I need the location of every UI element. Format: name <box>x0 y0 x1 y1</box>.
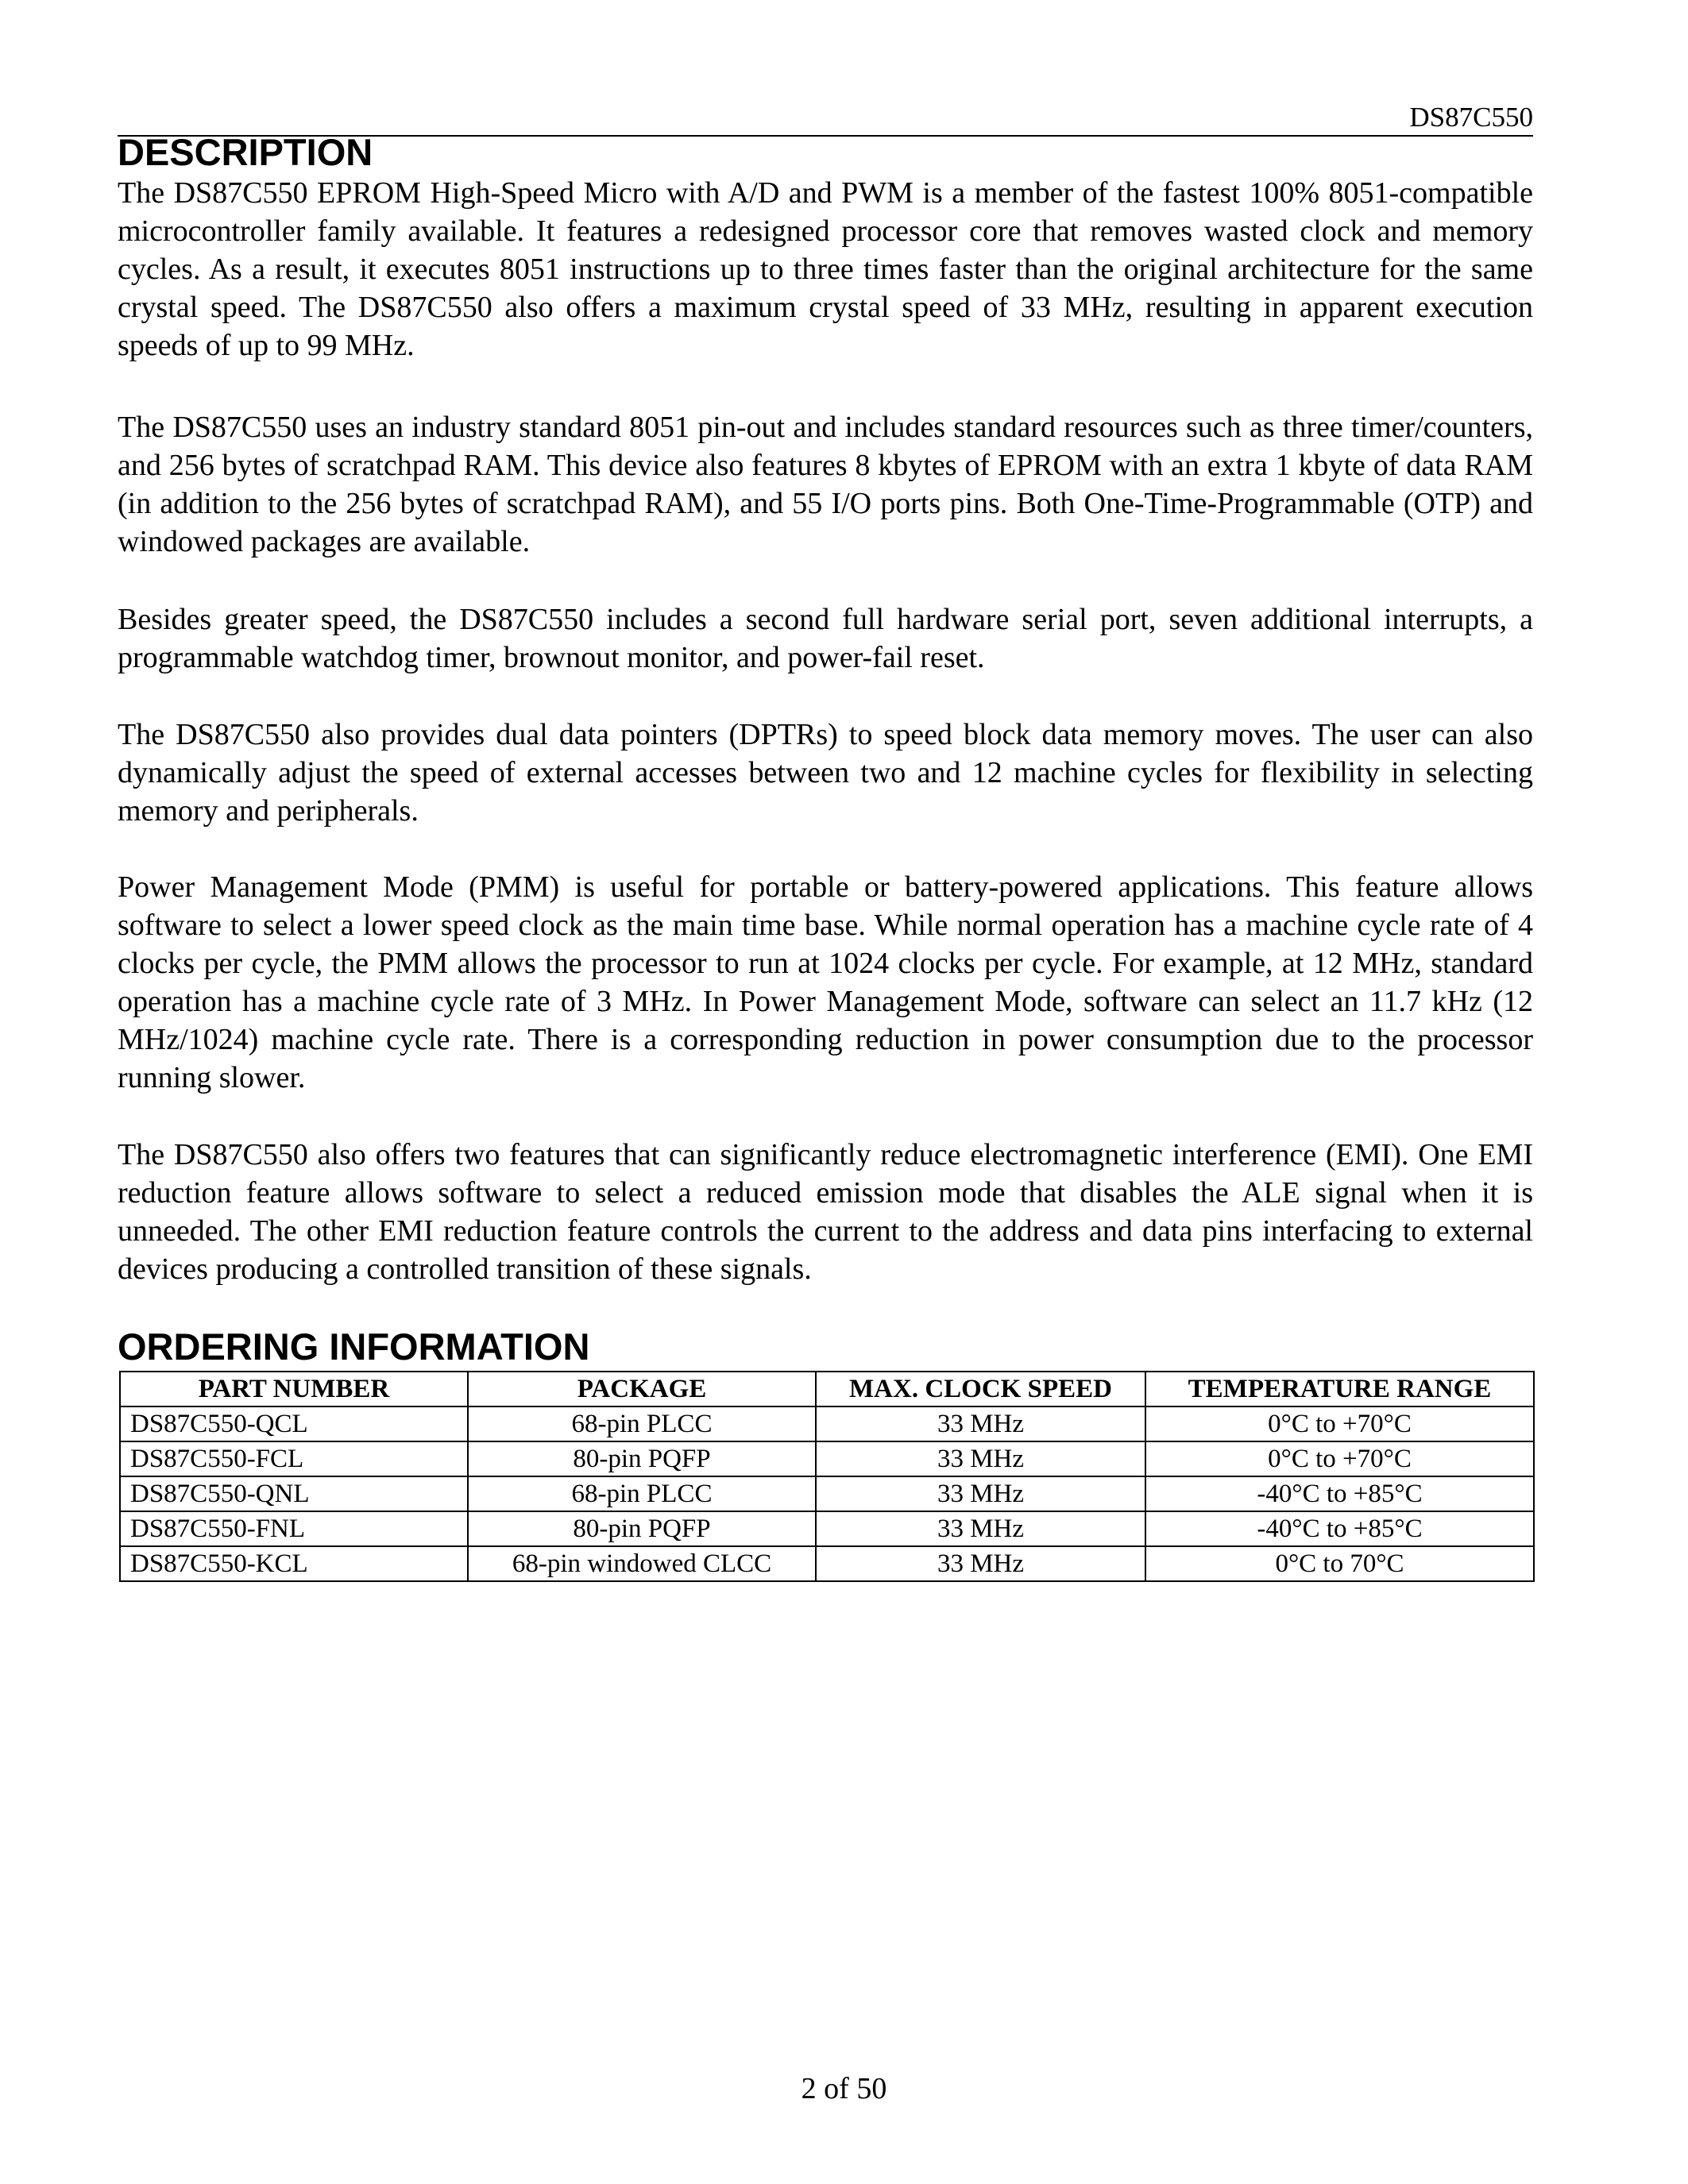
part-number-cell: DS87C550-QCL <box>120 1406 468 1441</box>
temperature-range-cell: 0°C to +70°C <box>1145 1441 1534 1476</box>
document-id: DS87C550 <box>1409 102 1533 133</box>
clock-speed-cell: 33 MHz <box>816 1511 1145 1546</box>
description-paragraph-1: The DS87C550 EPROM High-Speed Micro with A/D and PWM is a member of the fastest 100% 8051-compatible microcontroller family available. It features a redesigned processor core that removes wasted clock and memory cycles. As a result, it executes 8051 instructions up to three times faster than the original architecture for the same crystal speed. The DS87C550 also offers a maximum crystal speed of 33 MHz, resulting in apparent execution speeds of up to 99 MHz. <box>118 176 1533 362</box>
description-paragraph-3: Besides greater speed, the DS87C550 includes a second full hardware serial port, seven additional interrupts, a programmable watchdog timer, brownout monitor, and power-fail reset. <box>118 603 1533 674</box>
table-header-row <box>120 1372 1534 1406</box>
description-paragraph-6: The DS87C550 also offers two features that can significantly reduce electromagnetic interference (EMI). One EMI reduction feature allows software to select a reduced emission mode that disables the ALE signal when it is unneeded. The other EMI reduction feature controls the current to the address and data pins interfacing to external devices producing a controlled transition of these signals. <box>118 1138 1533 1286</box>
temperature-range-cell: -40°C to +85°C <box>1145 1476 1534 1511</box>
part-number-cell: DS87C550-KCL <box>120 1546 468 1581</box>
package-cell: 68-pin windowed CLCC <box>468 1546 816 1581</box>
table-row <box>120 1441 1534 1476</box>
package-cell: 68-pin PLCC <box>468 1406 816 1441</box>
column-header-package: PACKAGE <box>468 1372 816 1406</box>
column-header-part-number: PART NUMBER <box>120 1372 468 1406</box>
package-cell: 68-pin PLCC <box>468 1476 816 1511</box>
page-number: 2 of 50 <box>801 2072 887 2105</box>
description-heading: DESCRIPTION <box>118 131 373 173</box>
clock-speed-cell: 33 MHz <box>816 1441 1145 1476</box>
table-row <box>120 1476 1534 1511</box>
clock-speed-cell: 33 MHz <box>816 1546 1145 1581</box>
part-number-cell: DS87C550-FNL <box>120 1511 468 1546</box>
ordering-information-heading: ORDERING INFORMATION <box>118 1325 590 1368</box>
column-header-temperature-range: TEMPERATURE RANGE <box>1145 1372 1534 1406</box>
temperature-range-cell: 0°C to +70°C <box>1145 1406 1534 1441</box>
table-row <box>120 1546 1534 1581</box>
ordering-table <box>119 1371 1535 1582</box>
table-row <box>120 1406 1534 1441</box>
part-number-cell: DS87C550-QNL <box>120 1476 468 1511</box>
temperature-range-cell: 0°C to 70°C <box>1145 1546 1534 1581</box>
description-paragraph-4: The DS87C550 also provides dual data pointers (DPTRs) to speed block data memory moves. The user can also dynamically adjust the speed of external accesses between two and 12 machine cycles for flexibility in selecting memory and peripherals. <box>118 718 1533 828</box>
package-cell: 80-pin PQFP <box>468 1511 816 1546</box>
package-cell: 80-pin PQFP <box>468 1441 816 1476</box>
description-paragraph-5: Power Management Mode (PMM) is useful for portable or battery-powered applications. This feature allows software to select a lower speed clock as the main time base. While normal operation has a machine cycle rate of 4 clocks per cycle, the PMM allows the processor to run at 1024 clocks per cycle. For example, at 12 MHz, standard operation has a machine cycle rate of 3 MHz. In Power Management Mode, software can select an 11.7 kHz (12 MHz/1024) machine cycle rate. There is a corresponding reduction in power consumption due to the processor running slower. <box>118 870 1533 1094</box>
clock-speed-cell: 33 MHz <box>816 1406 1145 1441</box>
temperature-range-cell: -40°C to +85°C <box>1145 1511 1534 1546</box>
part-number-cell: DS87C550-FCL <box>120 1441 468 1476</box>
description-paragraph-2: The DS87C550 uses an industry standard 8051 pin-out and includes standard resources such as three timer/counters, and 256 bytes of scratchpad RAM. This device also features 8 kbytes of EPROM with an extra 1 kbyte of data RAM (in addition to the 256 bytes of scratchpad RAM), and 55 I/O ports pins. Both One-Time-Programmable (OTP) and windowed packages are available. <box>118 411 1533 558</box>
column-header-max-clock-speed: MAX. CLOCK SPEED <box>816 1372 1145 1406</box>
clock-speed-cell: 33 MHz <box>816 1476 1145 1511</box>
table-row <box>120 1511 1534 1546</box>
